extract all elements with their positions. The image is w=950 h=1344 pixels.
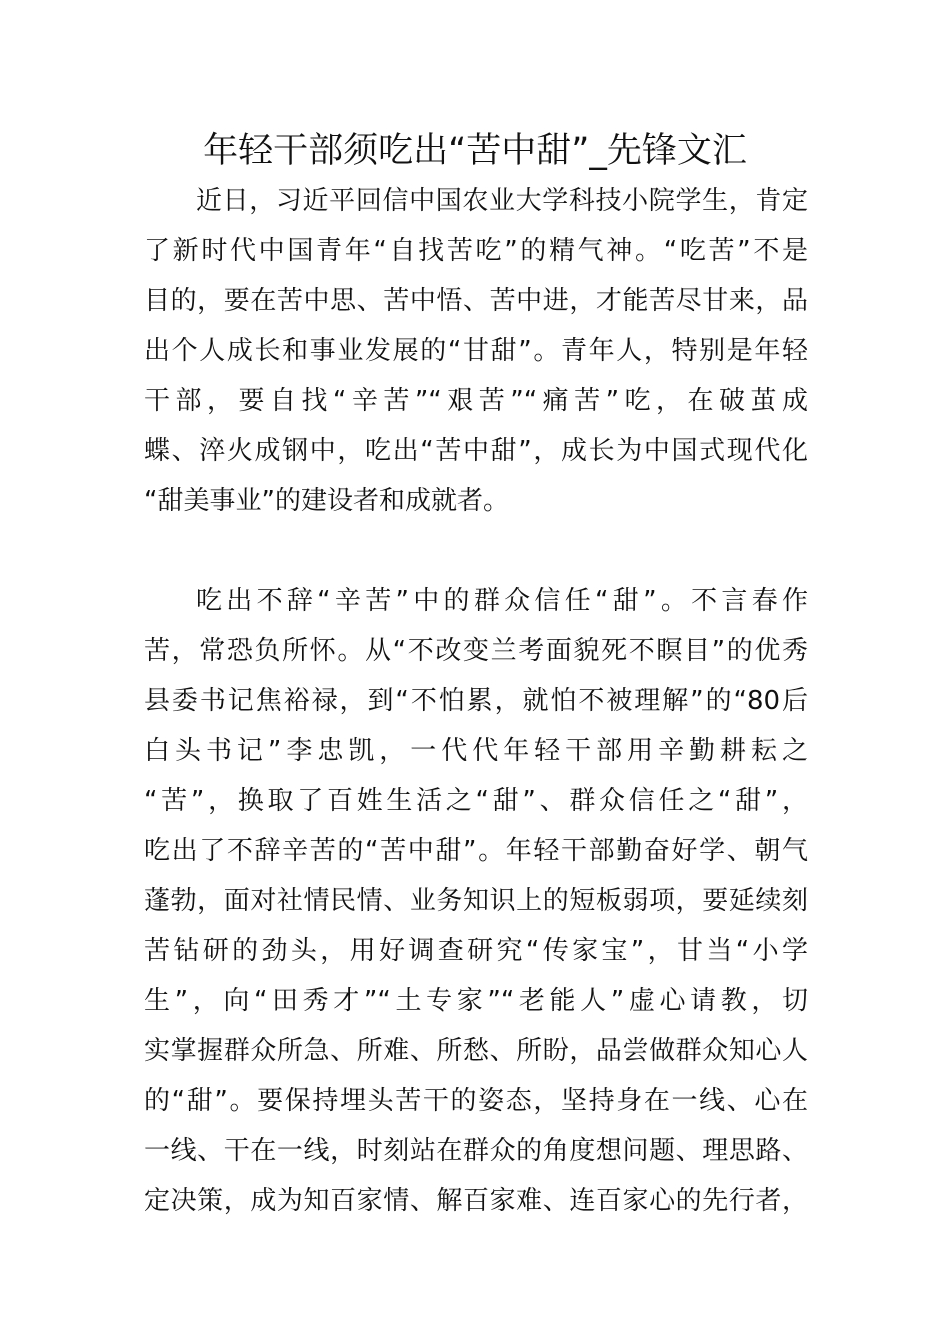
document-title: 年轻干部须吃出“苦中甜”_先锋文汇: [203, 131, 747, 171]
text-line: 苦钻研的劲头，用好调查研究“传家宝”，甘当“小学: [144, 936, 808, 966]
paragraph-1: [144, 176, 808, 526]
paragraph-2: [144, 576, 808, 1226]
text-line: 了新时代中国青年“自找苦吃”的精气神。“吃苦”不是: [144, 236, 808, 266]
paragraph-spacer: [144, 526, 808, 576]
text-line: 近日，习近平回信中国农业大学科技小院学生，肯定: [196, 186, 808, 216]
text-line: 实掌握群众所急、所难、所愁、所盼，品尝做群众知心人: [144, 1036, 808, 1066]
text-line: “甜美事业”的建设者和成就者。: [144, 486, 509, 516]
text-line: 出个人成长和事业发展的“甘甜”。青年人，特别是年轻: [144, 336, 808, 366]
document-body: [144, 176, 808, 1226]
text-line: 定决策，成为知百家情、解百家难、连百家心的先行者，: [144, 1186, 808, 1216]
text-line: 生”，向“田秀才”“土专家”“老能人”虚心请教，切: [144, 986, 808, 1016]
text-line: 的“甜”。要保持埋头苦干的姿态，坚持身在一线、心在: [144, 1086, 808, 1116]
text-line: 一线、干在一线，时刻站在群众的角度想问题、理思路、: [144, 1136, 808, 1166]
text-line: 县委书记焦裕禄，到“不怕累，就怕不被理解”的“80后: [144, 686, 808, 716]
text-line: 吃出了不辞辛苦的“苦中甜”。年轻干部勤奋好学、朝气: [144, 836, 808, 866]
text-line: 白头书记”李忠凯，一代代年轻干部用辛勤耕耘之: [144, 736, 808, 766]
text-line: “苦”，换取了百姓生活之“甜”、群众信任之“甜”，: [144, 786, 808, 816]
text-line: 蓬勃，面对社情民情、业务知识上的短板弱项，要延续刻: [144, 886, 808, 916]
text-line: 干部，要自找“辛苦”“艰苦”“痛苦”吃，在破茧成: [144, 386, 808, 416]
text-line: 蝶、淬火成钢中，吃出“苦中甜”，成长为中国式现代化: [144, 436, 808, 466]
text-line: 吃出不辞“辛苦”中的群众信任“甜”。不言春作: [196, 586, 808, 616]
text-line: 苦，常恐负所怀。从“不改变兰考面貌死不瞑目”的优秀: [144, 636, 808, 666]
text-line: 目的，要在苦中思、苦中悟、苦中进，才能苦尽甘来，品: [144, 286, 808, 316]
